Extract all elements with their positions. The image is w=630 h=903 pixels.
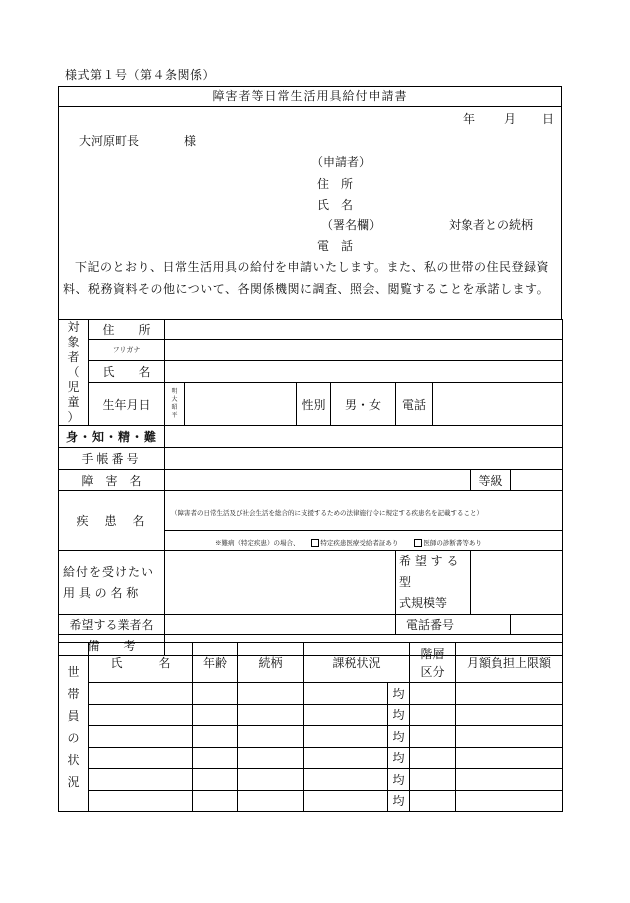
marker: 均	[388, 790, 410, 812]
era-option[interactable]: 平	[171, 412, 178, 420]
member-relation-field[interactable]	[238, 704, 304, 726]
table-row	[59, 726, 563, 748]
member-name-field[interactable]	[89, 790, 193, 812]
household-side-label-char: 帯	[67, 687, 80, 701]
disease-note-certificate-wrap[interactable]	[311, 539, 400, 547]
member-name-field[interactable]	[89, 726, 193, 748]
disease-name-field[interactable]	[165, 491, 563, 531]
disease-note-diagnosis-wrap[interactable]	[414, 539, 482, 547]
household-side-label-char: 員	[67, 709, 80, 723]
subject-address-label: 住 所	[89, 320, 165, 340]
member-age-field[interactable]	[193, 683, 238, 705]
member-tax-field[interactable]	[304, 790, 388, 812]
marker: 均	[388, 747, 410, 769]
recipient-town: 大河原町長	[79, 134, 140, 148]
equipment-name-field[interactable]	[165, 551, 396, 615]
disability-name-label: 障 害 名	[59, 470, 165, 491]
table-row	[59, 790, 563, 812]
household-side-label-char: の	[67, 731, 80, 745]
household-side-label-char: 況	[67, 775, 80, 789]
member-tier-field[interactable]	[410, 726, 456, 748]
disease-note-certificate: 特定疾患医療受給者証あり	[320, 538, 399, 547]
disease-note-diagnosis: 医師の診断書等あり	[423, 538, 482, 547]
member-name-field[interactable]	[89, 683, 193, 705]
subject-side-label-char: 象	[67, 335, 80, 349]
marker: 均	[388, 704, 410, 726]
application-header	[58, 106, 562, 320]
member-relation-field[interactable]	[238, 769, 304, 791]
household-side-label	[59, 643, 89, 812]
member-limit-field[interactable]	[456, 747, 563, 769]
subject-side-label-char: 者	[67, 350, 80, 364]
era-option[interactable]: 明	[171, 388, 178, 396]
applicant-name-label: 氏 名	[317, 198, 354, 212]
member-relation-field[interactable]	[238, 790, 304, 812]
member-tier-field[interactable]	[410, 790, 456, 812]
member-tax-field[interactable]	[304, 747, 388, 769]
era-option[interactable]: 昭	[171, 404, 178, 412]
subject-birth-label: 生年月日	[89, 383, 165, 426]
remarks-label: 備 考	[59, 635, 165, 656]
member-tier-field[interactable]	[410, 747, 456, 769]
declaration-text: 下記のとおり、日常生活用具の給付を申請いたします。また、私の世帯の住民登録資料、税務資料その他について、各関係機関に調査、照会、閲覧することを承諾します。	[63, 260, 550, 296]
marker: 均	[388, 683, 410, 705]
subject-side-label-char: ）	[67, 410, 80, 424]
vendor-phone-label: 電話番号	[396, 615, 511, 635]
household-side-label-char: 世	[67, 665, 80, 679]
handbook-types-label: 身・知・精・難	[59, 426, 165, 448]
applicant-address-label: 住 所	[317, 177, 354, 191]
member-relation-field[interactable]	[238, 726, 304, 748]
disease-name-label: 疾 患 名	[59, 491, 165, 551]
household-header-tier	[410, 643, 456, 683]
applicant-signature-label: （署名欄）	[321, 218, 382, 232]
member-tax-field[interactable]	[304, 683, 388, 705]
form-number: 様式第１号（第４条関係）	[65, 68, 216, 82]
member-limit-field[interactable]	[456, 790, 563, 812]
member-limit-field[interactable]	[456, 726, 563, 748]
member-limit-field[interactable]	[456, 769, 563, 791]
date-month: 月	[504, 112, 517, 126]
household-side-label-char: 状	[67, 753, 80, 767]
handbook-number-field[interactable]	[165, 448, 563, 470]
member-tier-field[interactable]	[410, 683, 456, 705]
sex-label: 性別	[297, 383, 331, 426]
household-header-tax: 課税状況	[304, 643, 410, 683]
birth-date-field[interactable]	[185, 383, 297, 426]
subject-furigana-field[interactable]	[165, 340, 563, 360]
member-age-field[interactable]	[193, 769, 238, 791]
member-tax-field[interactable]	[304, 704, 388, 726]
member-relation-field[interactable]	[238, 747, 304, 769]
era-option[interactable]: 大	[171, 396, 178, 404]
date-day: 日	[542, 112, 555, 126]
subject-side-label	[59, 320, 89, 426]
diagnosis-checkbox[interactable]	[414, 539, 422, 547]
member-relation-field[interactable]	[238, 683, 304, 705]
equipment-name-line2: 用 具 の 名 称	[63, 585, 139, 600]
disease-instruction: （障害者の日常生活及び社会生活を総合的に支援するための法律施行令に規定する疾患名を記載すること）	[171, 508, 483, 517]
form-title: 障害者等日常生活用具給付申請書	[58, 86, 562, 107]
table-row	[59, 704, 563, 726]
subject-furigana-label: フリガナ	[89, 340, 165, 360]
household-header-age: 年齢	[193, 643, 238, 683]
member-limit-field[interactable]	[456, 683, 563, 705]
member-name-field[interactable]	[89, 704, 193, 726]
recipient-honorific: 様	[184, 134, 197, 148]
handbook-number-label: 手帳番号	[59, 448, 165, 470]
equipment-name-line1: 給付を受けたい	[63, 564, 155, 579]
applicant-phone-label: 電 話	[317, 239, 354, 253]
subject-side-label-char: （	[67, 365, 80, 379]
applicant-heading: （申請者）	[311, 155, 372, 169]
household-header-limit: 月額負担上限額	[456, 643, 563, 683]
disease-notes	[165, 531, 563, 551]
applicant-relation-label: 対象者との続柄	[449, 218, 534, 232]
subject-phone-label: 電話	[396, 383, 433, 426]
marker: 均	[388, 769, 410, 791]
handbook-types-field[interactable]	[165, 426, 563, 448]
household-table	[58, 642, 563, 812]
member-tax-field[interactable]	[304, 726, 388, 748]
equipment-model-line1: 希 望 す る 型	[399, 554, 459, 589]
member-age-field[interactable]	[193, 790, 238, 812]
member-age-field[interactable]	[193, 704, 238, 726]
vendor-field[interactable]	[165, 615, 396, 635]
vendor-label: 希望する業者名	[59, 615, 165, 635]
disease-note-intractable: ※難病（特定疾患）の場合、	[215, 538, 300, 547]
member-tier-field[interactable]	[410, 769, 456, 791]
member-name-field[interactable]	[89, 747, 193, 769]
household-header-relation: 続柄	[238, 643, 304, 683]
disability-name-field[interactable]	[165, 470, 471, 491]
era-options[interactable]	[165, 383, 185, 426]
subject-phone-field[interactable]	[433, 383, 563, 426]
subject-name-field[interactable]	[165, 360, 563, 382]
table-row	[59, 683, 563, 705]
equipment-model-line2: 式規模等	[399, 596, 448, 610]
subject-address-field[interactable]	[165, 320, 563, 340]
subject-side-label-char: 童	[67, 395, 80, 409]
subject-table	[58, 319, 563, 656]
vendor-phone-field[interactable]	[511, 615, 563, 635]
equipment-name-label	[59, 551, 165, 615]
sex-options[interactable]: 男・女	[331, 383, 396, 426]
disability-grade-field[interactable]	[511, 470, 563, 491]
table-row	[59, 769, 563, 791]
member-name-field[interactable]	[89, 769, 193, 791]
member-tax-field[interactable]	[304, 769, 388, 791]
member-limit-field[interactable]	[456, 704, 563, 726]
subject-side-label-char: 対	[67, 320, 80, 334]
member-age-field[interactable]	[193, 747, 238, 769]
date-year: 年	[463, 112, 476, 126]
equipment-model-label	[396, 551, 471, 615]
member-tier-field[interactable]	[410, 704, 456, 726]
subject-side-label-char: 児	[67, 380, 80, 394]
household-header-name: 氏 名	[89, 643, 193, 683]
disability-grade-label: 等級	[471, 470, 511, 491]
certificate-checkbox[interactable]	[311, 539, 319, 547]
member-age-field[interactable]	[193, 726, 238, 748]
marker: 均	[388, 726, 410, 748]
household-header-tier-line1: 階層	[420, 646, 445, 661]
household-header-tier-line2: 区分	[420, 664, 445, 679]
equipment-model-field[interactable]	[471, 551, 563, 615]
table-row	[59, 747, 563, 769]
subject-name-label: 氏 名	[89, 360, 165, 382]
